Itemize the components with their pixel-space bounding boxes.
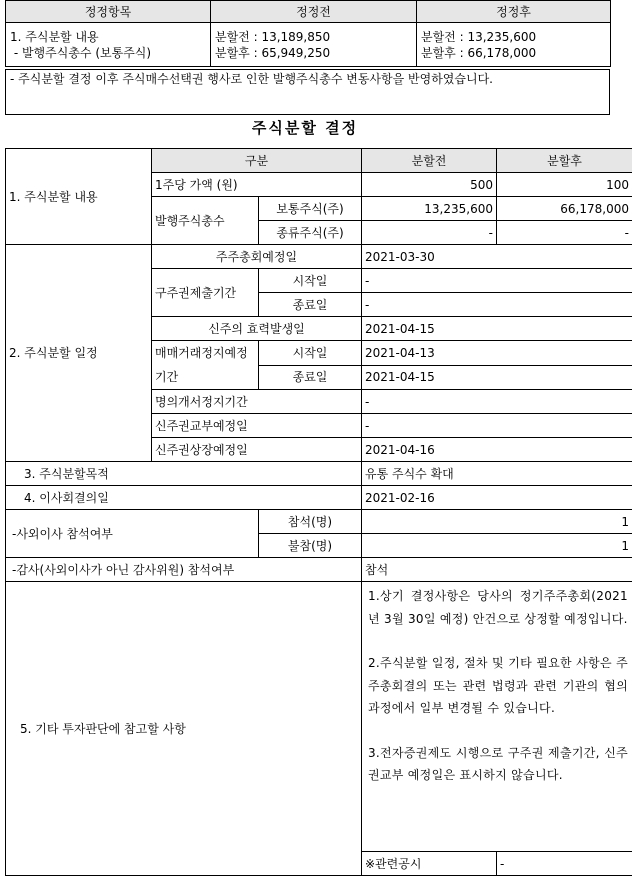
listing-date-label: 신주권상장예정일: [152, 438, 362, 462]
submission-start-value: -: [362, 269, 632, 293]
suspension-end-value: 2021-04-15: [362, 365, 632, 390]
listing-date-value: 2021-04-16: [362, 438, 632, 462]
par-value-label: 1주당 가액 (원): [152, 173, 362, 197]
correction-header-after: 정정후: [417, 1, 611, 23]
stock-split-table: [5, 148, 632, 876]
effective-date-value: 2021-04-15: [362, 317, 632, 341]
correction-item: [6, 23, 211, 67]
present-value: 1: [362, 510, 632, 534]
correction-note-table: [5, 69, 610, 115]
agm-value: 2021-03-30: [362, 245, 632, 269]
submission-end-label: 종료일: [259, 293, 362, 317]
submission-start-label: 시작일: [259, 269, 362, 293]
section4-label: 4. 이사회결의일: [6, 486, 362, 510]
correction-header-before: 정정전: [211, 1, 417, 23]
remark-3: 3.전자증권제도 시행으로 구주권 제출기간, 신주권교부 예정일은 표시하지 않습니다.: [368, 742, 628, 787]
section4-value: 2021-02-16: [362, 486, 632, 510]
suspension-start-label: 시작일: [259, 341, 362, 366]
section1-col-header: 구분: [152, 149, 362, 173]
correction-before-line2: 분할후 : 65,949,250: [215, 45, 412, 61]
absent-label: 불참(명): [259, 534, 362, 558]
agm-label: 주주총회예정일: [152, 245, 362, 269]
shares-label: 발행주식총수: [152, 197, 259, 245]
section3-label: 3. 주식분할목적: [6, 462, 362, 486]
correction-after: [417, 23, 611, 67]
correction-note: - 주식분할 결정 이후 주식매수선택권 행사로 인한 발행주식총수 변동사항을 반영하였습니다.: [6, 70, 610, 115]
outside-director-label: -사외이사 참석여부: [6, 510, 259, 558]
trading-suspension-label: 매매거래정지예정기간: [152, 341, 259, 390]
preferred-shares-before: -: [362, 221, 497, 245]
auditor-attendance-label: -감사(사외이사가 아닌 감사위원) 참석여부: [6, 558, 362, 582]
section5-label: 5. 기타 투자판단에 참고할 사항: [6, 582, 362, 876]
page-title: 주식분할 결정: [0, 117, 610, 138]
section5-remarks: [362, 582, 632, 852]
suspension-end-label: 종료일: [259, 365, 362, 390]
section1-before-header: 분할전: [362, 149, 497, 173]
submission-period-label: 구주권제출기간: [152, 269, 259, 317]
common-shares-before: 13,235,600: [362, 197, 497, 221]
auditor-attendance-value: 참석: [362, 558, 632, 582]
par-value-after: 100: [497, 173, 632, 197]
correction-before: [211, 23, 417, 67]
transfer-suspension-value: -: [362, 390, 632, 414]
section1-label: 1. 주식분할 내용: [6, 149, 152, 245]
par-value-before: 500: [362, 173, 497, 197]
correction-item-line2: - 발행주식총수 (보통주식): [10, 45, 206, 61]
correction-header-item: 정정항목: [6, 1, 211, 23]
submission-end-value: -: [362, 293, 632, 317]
correction-after-line1: 분할전 : 13,235,600: [421, 29, 606, 45]
effective-date-label: 신주의 효력발생일: [152, 317, 362, 341]
suspension-start-value: 2021-04-13: [362, 341, 632, 366]
absent-value: 1: [362, 534, 632, 558]
common-shares-after: 66,178,000: [497, 197, 632, 221]
section1-after-header: 분할후: [497, 149, 632, 173]
correction-table: [5, 0, 611, 67]
preferred-shares-label: 종류주식(주): [259, 221, 362, 245]
correction-item-line1: 1. 주식분할 내용: [10, 29, 206, 45]
correction-before-line1: 분할전 : 13,189,850: [215, 29, 412, 45]
preferred-shares-after: -: [497, 221, 632, 245]
common-shares-label: 보통주식(주): [259, 197, 362, 221]
section2-label: 2. 주식분할 일정: [6, 245, 152, 462]
related-disclosure-label: ※관련공시: [362, 852, 497, 876]
delivery-date-label: 신주권교부예정일: [152, 414, 362, 438]
section3-value: 유통 주식수 확대: [362, 462, 632, 486]
remark-2: 2.주식분할 일정, 절차 및 기타 필요한 사항은 주주총회결의 또는 관련 법령과 관련 기관의 협의 과정에서 일부 변경될 수 있습니다.: [368, 652, 628, 720]
related-disclosure-value: -: [497, 852, 632, 876]
present-label: 참석(명): [259, 510, 362, 534]
transfer-suspension-label: 명의개서정지기간: [152, 390, 362, 414]
correction-after-line2: 분할후 : 66,178,000: [421, 45, 606, 61]
remark-1: 1.상기 결정사항은 당사의 정기주주총회(2021년 3월 30일 예정) 안건으로 상정할 예정입니다.: [368, 585, 628, 630]
delivery-date-value: -: [362, 414, 632, 438]
